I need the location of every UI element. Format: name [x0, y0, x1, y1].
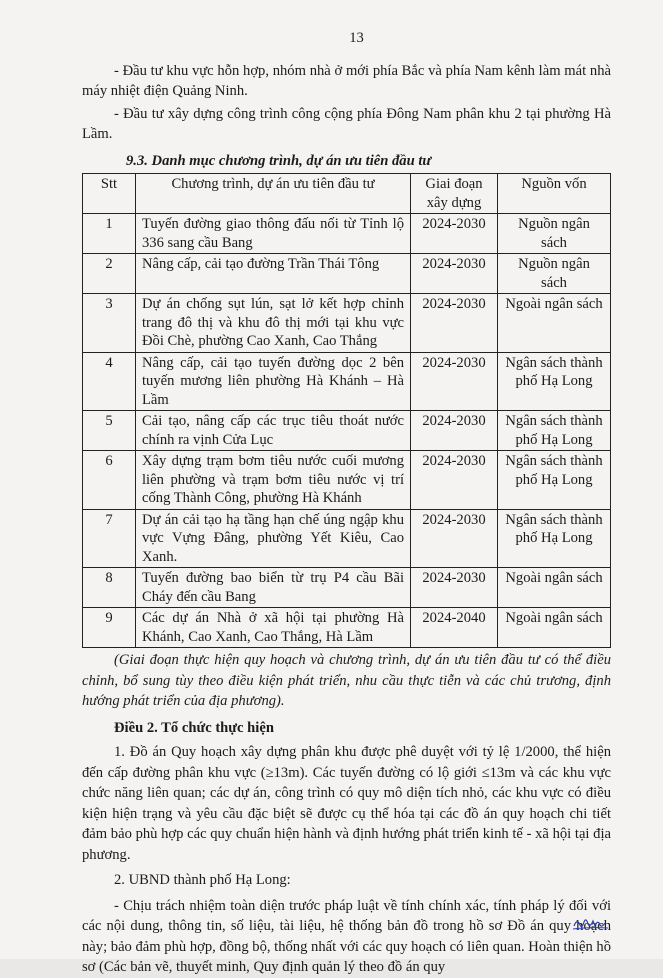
cell-source: Ngân sách thành phố Hạ Long	[498, 509, 611, 568]
cell-stt: 4	[83, 352, 136, 411]
article-heading: Điều 2. Tổ chức thực hiện	[114, 719, 274, 736]
table-row	[83, 214, 611, 254]
header-phase: Giai đoạn xây dựng	[411, 174, 498, 214]
cell-stt: 6	[83, 451, 136, 510]
body-paragraph: 1. Đồ án Quy hoạch xây dựng phân khu được phê duyệt với tỷ lệ 1/2000, thể hiện đến cấp đường phân khu vực (≥13m). Các tuyến đường có lộ giới ≤13m và các khu vực chức năng liên quan; các dự án, công trình có quy mô diện tích nhỏ, các khu vực có điều kiện hiện trạng và yêu cầu đặc biệt sẽ được cụ thể hóa tại các đồ án quy hoạch chi tiết đảm bảo phù hợp các quy chuẩn hiện hành và định hướng phát triển kinh tế - xã hội tại địa phương.	[82, 744, 611, 863]
cell-stt: 1	[83, 214, 136, 254]
cell-source: Nguồn ngân sách	[498, 254, 611, 294]
cell-source: Ngoài ngân sách	[498, 568, 611, 608]
cell-stt: 7	[83, 509, 136, 568]
table-row	[83, 608, 611, 648]
table-row	[83, 568, 611, 608]
cell-stt: 5	[83, 411, 136, 451]
cell-source: Ngân sách thành phố Hạ Long	[498, 352, 611, 411]
priority-projects-table	[82, 173, 611, 648]
bullet-item: - Đầu tư xây dựng công trình công cộng phía Đông Nam phân khu 2 tại phường Hà Lầm.	[82, 105, 611, 142]
cell-source: Ngân sách thành phố Hạ Long	[498, 411, 611, 451]
cell-source: Ngoài ngân sách	[498, 294, 611, 353]
cell-project: Cải tạo, nâng cấp các trục tiêu thoát nước chính ra vịnh Cửa Lục	[136, 411, 411, 451]
table-row	[83, 509, 611, 568]
body-paragraph: 2. UBND thành phố Hạ Long:	[114, 872, 291, 888]
cell-source: Ngân sách thành phố Hạ Long	[498, 451, 611, 510]
bullet-item: - Đầu tư khu vực hỗn hợp, nhóm nhà ở mới phía Bắc và phía Nam kênh làm mát nhà máy nhiệt điện Quảng Ninh.	[82, 62, 611, 99]
cell-project: Tuyến đường bao biển từ trụ P4 cầu Bãi Cháy đến cầu Bang	[136, 568, 411, 608]
cell-project: Dự án cải tạo hạ tầng hạn chế úng ngập khu vực Vựng Đâng, phường Yết Kiêu, Cao Xanh.	[136, 509, 411, 568]
cell-phase: 2024-2030	[411, 568, 498, 608]
table-row	[83, 254, 611, 294]
table-row	[83, 352, 611, 411]
cell-phase: 2024-2040	[411, 608, 498, 648]
cell-phase: 2024-2030	[411, 254, 498, 294]
cell-phase: 2024-2030	[411, 294, 498, 353]
table-note: (Giai đoạn thực hiện quy hoạch và chương trình, dự án ưu tiên đầu tư có thể điều chỉnh, bổ sung tùy theo điều kiện phát triển, nhu cầu thực tiễn và các chủ trương, định hướng phát triển của địa phương).	[82, 652, 611, 709]
cell-stt: 8	[83, 568, 136, 608]
page-number: 13	[349, 30, 364, 46]
cell-phase: 2024-2030	[411, 509, 498, 568]
section-title: 9.3. Danh mục chương trình, dự án ưu tiên đầu tư	[126, 152, 432, 169]
cell-phase: 2024-2030	[411, 352, 498, 411]
cell-source: Ngoài ngân sách	[498, 608, 611, 648]
handwritten-initials-icon	[571, 915, 611, 931]
body-paragraph: - Chịu trách nhiệm toàn diện trước pháp luật về tính chính xác, tính pháp lý đối với các nội dung, thông tin, số liệu, tài liệu, hệ thống bản đồ trong hồ sơ Đồ án quy hoạch này; bảo đảm phù hợp, đồng bộ, thống nhất với các quy hoạch có liên quan. Hoàn thiện hồ sơ (Các bản vẽ, thuyết minh, Quy định quản lý theo đồ án quy	[82, 897, 611, 975]
cell-project: Xây dựng trạm bơm tiêu nước cuối mương liên phường và trạm bơm tiêu nước vị trí cống Thành Công, phường Hà Khánh	[136, 451, 411, 510]
cell-phase: 2024-2030	[411, 411, 498, 451]
header-stt: Stt	[83, 174, 136, 214]
bullet-list	[82, 61, 611, 145]
table-row	[83, 451, 611, 510]
cell-project: Dự án chống sụt lún, sạt lở kết hợp chỉnh trang đô thị và khu đô thị mới tại khu vực Đồi Chè, phường Cao Xanh, Cao Thắng	[136, 294, 411, 353]
table-row	[83, 411, 611, 451]
cell-project: Tuyến đường giao thông đấu nối từ Tỉnh lộ 336 sang cầu Bang	[136, 214, 411, 254]
cell-source: Nguồn ngân sách	[498, 214, 611, 254]
cell-phase: 2024-2030	[411, 214, 498, 254]
cell-project: Nâng cấp, cải tạo tuyến đường dọc 2 bên tuyến mương liên phường Hà Khánh – Hà Lầm	[136, 352, 411, 411]
cell-project: Các dự án Nhà ở xã hội tại phường Hà Khánh, Cao Xanh, Cao Thắng, Hà Lầm	[136, 608, 411, 648]
cell-project: Nâng cấp, cải tạo đường Trần Thái Tông	[136, 254, 411, 294]
header-source: Nguồn vốn	[498, 174, 611, 214]
header-project: Chương trình, dự án ưu tiên đầu tư	[136, 174, 411, 214]
cell-stt: 2	[83, 254, 136, 294]
cell-stt: 9	[83, 608, 136, 648]
table-header-row	[83, 174, 611, 214]
cell-phase: 2024-2030	[411, 451, 498, 510]
cell-stt: 3	[83, 294, 136, 353]
table-row	[83, 294, 611, 353]
